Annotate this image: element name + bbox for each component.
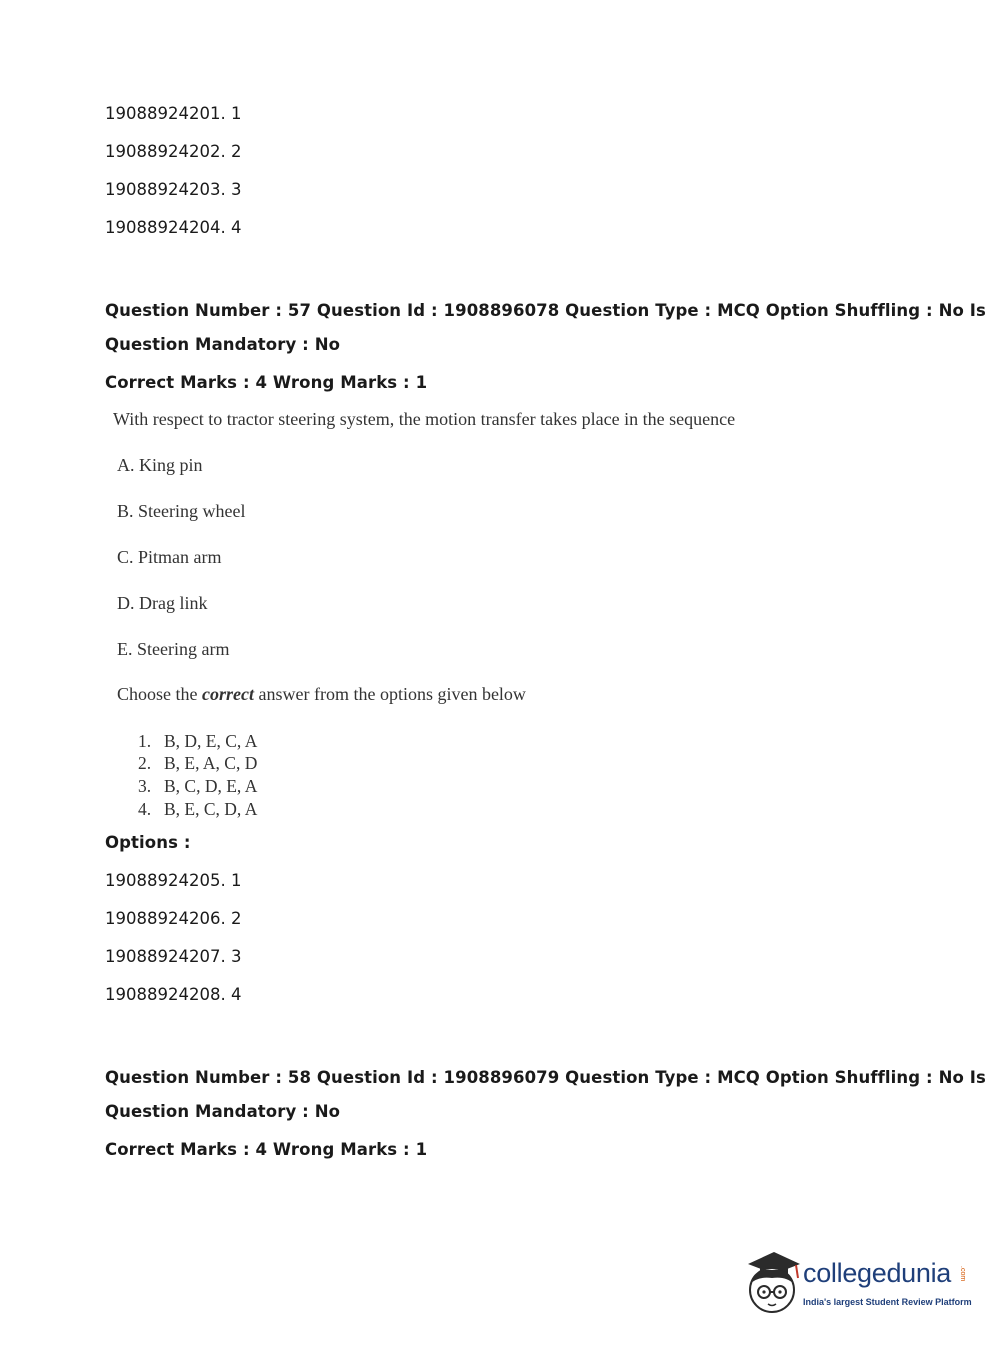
option-line: 19088924201. 1 [105,104,242,123]
question-header: Question Number : 58 Question Id : 1908896079 Question Type : MCQ Option Shuffling : No Is [105,1068,986,1087]
collegedunia-logo [740,1248,970,1318]
option-line: 19088924202. 2 [105,142,242,161]
option-line: 19088924204. 4 [105,218,242,237]
logo-wordmark: collegedunia [803,1258,952,1288]
option-line: 19088924205. 1 [105,871,242,890]
question-marks: Correct Marks : 4 Wrong Marks : 1 [105,373,428,392]
option-line: 19088924207. 3 [105,947,242,966]
sequence-item: B. Steering wheel [117,501,246,521]
answer-choice: 3. B, C, D, E, A [138,776,258,796]
answer-choice: 4. B, E, C, D, A [138,799,258,819]
logo-suffix: .com [959,1266,966,1282]
logo-tagline: India's largest Student Review Platform [803,1297,972,1307]
mascot-icon [740,1248,802,1318]
choose-instruction: Choose the correct answer from the options given below [117,684,526,704]
sequence-item: C. Pitman arm [117,547,222,567]
question-marks: Correct Marks : 4 Wrong Marks : 1 [105,1140,428,1159]
question-mandatory: Question Mandatory : No [105,335,341,354]
sequence-item: A. King pin [117,455,203,475]
option-line: 19088924203. 3 [105,180,242,199]
options-label: Options : [105,833,191,852]
question-header: Question Number : 57 Question Id : 1908896078 Question Type : MCQ Option Shuffling : No Is [105,301,986,320]
option-line: 19088924206. 2 [105,909,242,928]
answer-choice: 2. B, E, A, C, D [138,753,258,773]
sequence-item: D. Drag link [117,593,208,613]
option-line: 19088924208. 4 [105,985,242,1004]
question-mandatory: Question Mandatory : No [105,1102,341,1121]
sequence-item: E. Steering arm [117,639,230,659]
question-stem: With respect to tractor steering system, the motion transfer takes place in the sequence [113,409,736,429]
answer-choice: 1. B, D, E, C, A [138,731,258,751]
